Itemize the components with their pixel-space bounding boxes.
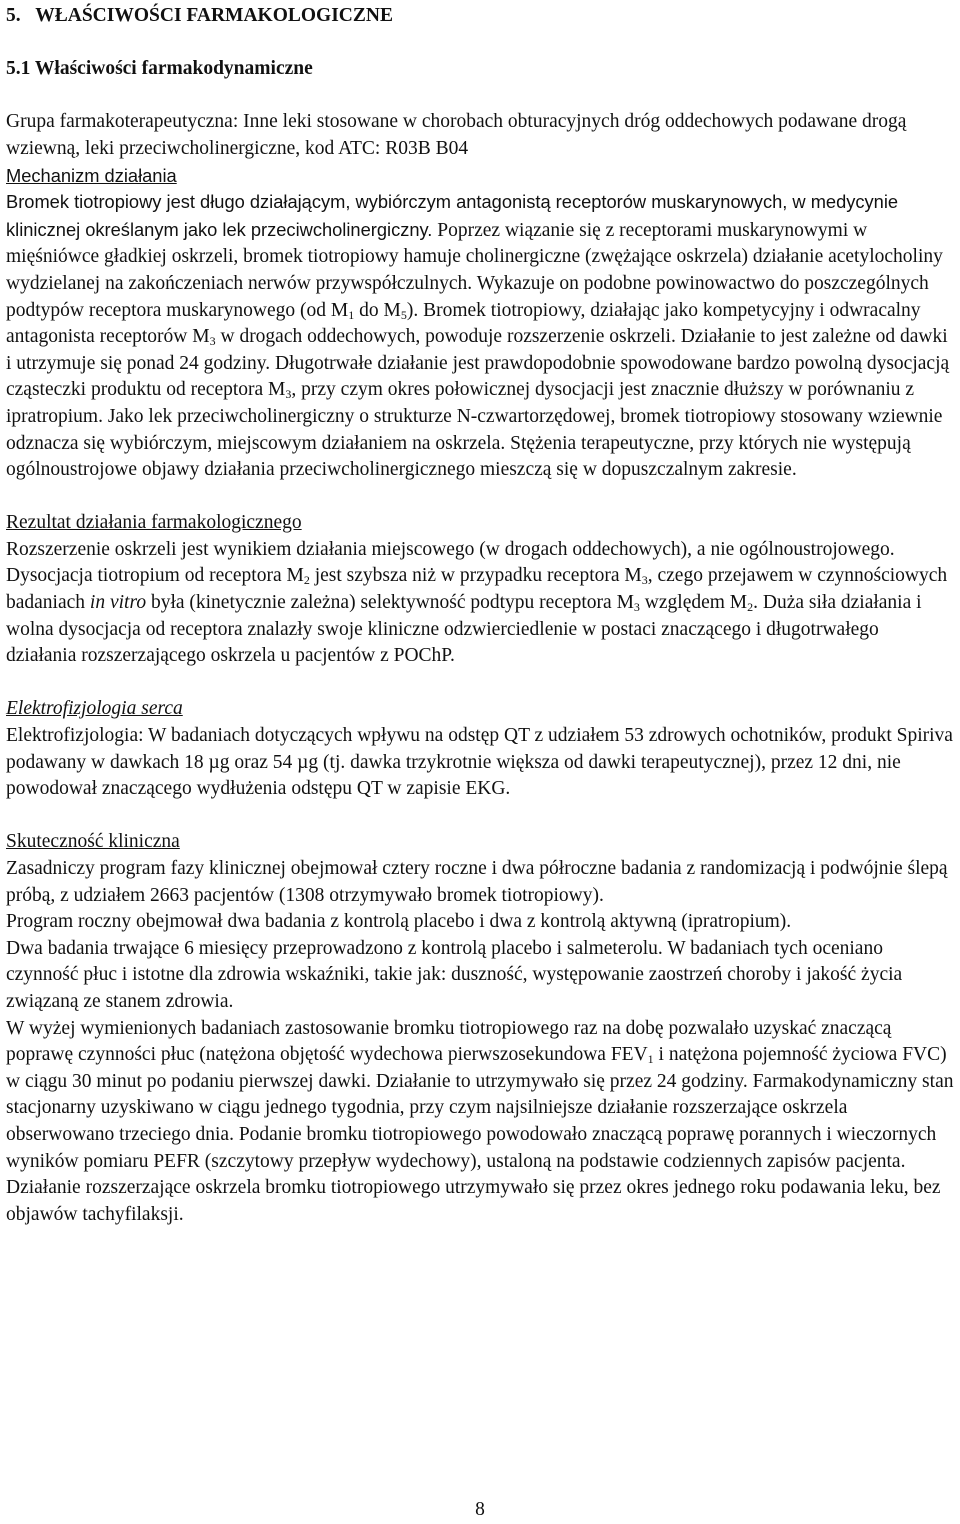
pharmacological-effect-heading: Rezultat działania farmakologicznego (6, 512, 302, 534)
clinical-efficacy-heading: Skuteczność kliniczna (6, 831, 180, 853)
section-number: 5. (6, 5, 21, 26)
pharmacotherapeutic-group: Grupa farmakoterapeutyczna: Inne leki stosowane w chorobach obturacyjnych dróg oddechowych podawane drogą wziewną, leki przeciwcholinergiczne, kod ATC: R03B B04 (6, 111, 907, 159)
clinical-efficacy-paragraph-1: Zasadniczy program fazy klinicznej obejmował cztery roczne i dwa półroczne badania z randomizacją i podwójnie ślepą próbą, z udziałem 2663 pacjentów (1308 otrzymywało bromek tiotropiowy). (6, 858, 948, 906)
page-number: 8 (475, 1499, 485, 1520)
clinical-efficacy-paragraph-2: Program roczny obejmował dwa badania z kontrolą placebo i dwa z kontrolą aktywną (ipratropium). (6, 911, 792, 933)
clinical-efficacy-paragraph-3: Dwa badania trwające 6 miesięcy przeprowadzono z kontrolą placebo i salmeterolu. W badaniach tych oceniano czynność płuc i istotne dla zdrowia wskaźniki, takie jak: duszność, występowanie zaostrzeń choroby i jakość życia związaną ze stanem zdrowia. (6, 937, 903, 1012)
clinical-efficacy-paragraph-4: W wyżej wymienionych badaniach zastosowanie bromku tiotropiowego raz na dobę pozwalało uzyskać znaczącą poprawę czynności płuc (natężona objętość wydechowa pierwszosekundowa $FEV_1$ i natężona pojemność życiowa FVC) w ciągu 30 minut po podaniu pierwszej dawki. Działanie to utrzymywało się przez 24 godziny. Farmakodynamiczny stan stacjonarny uzyskiwano w ciągu jednego tygodnia, przy czym najsilniejsze działanie rozszerzające oskrzela obserwowano trzeciego dnia. Podanie bromku tiotropiowego powodowało znaczącą poprawę porannych i wieczornych wyników pomiaru PEFR (szczytowy przepływ wydechowy), ustaloną na podstawie codziennych zapisów pacjenta. Działanie rozszerzające oskrzela bromku tiotropiowego utrzymywało się przez okres jednego roku podawania leku, bez objawów tachyfilaksji. (6, 1017, 954, 1225)
section-heading (6, 3, 954, 30)
subsection-title: Właściwości farmakodynamiczne (34, 58, 313, 80)
mechanism-heading: Mechanizm działania (6, 164, 177, 186)
pharmacological-effect-paragraph: Rozszerzenie oskrzeli jest wynikiem działania miejscowego (w drogach oddechowych), a nie ogólnoustrojowego. Dysocjacja tiotropium od receptora $M_2$ jest szybsza niż w przypadku receptora $M_3$, czego przejawem w czynnościowych badaniach in vitro była (kinetycznie zależna) selektywność podtypu receptora $M_3$ względem $M_2$. Duża siła działania i wolna dysocjacja od receptora znalazły swoje kliniczne odzwierciedlenie w postaci znaczącego i długotrwałego działania rozszerzającego oskrzela u pacjentów z POChP. (6, 538, 948, 667)
electrophysiology-paragraph: Elektrofizjologia: W badaniach dotyczących wpływu na odstęp QT z udziałem 53 zdrowych ochotników, produkt Spiriva podawany w dawkach 18 µg oraz 54 µg (tj. dawka trzykrotnie większa od dawki terapeutycznej), przez 12 dni, nie powodował znaczącego wydłużenia odstępu QT w zapisie EKG. (6, 725, 953, 800)
document-page (6, 3, 954, 1228)
section-title: WŁAŚCIWOŚCI FARMAKOLOGICZNE (35, 5, 393, 26)
electrophysiology-heading: Elektrofizjologia serca (6, 698, 183, 720)
mechanism-intro: Bromek tiotropiowy jest długo działającym, wybiórczym antagonistą receptorów muskarynowych, w medycynie klinicznej określanym jako lek przeciwcholinergiczny. (6, 191, 899, 240)
mechanism-paragraph: Bromek tiotropiowy jest długo działającym, wybiórczym antagonistą receptorów muskarynowych, w medycynie klinicznej określanym jako lek przeciwcholinergiczny. Poprzez wiązanie się z receptorami muskarynowymi w mięśniówce gładkiej oskrzeli, bromek tiotropiowy hamuje cholinergiczne (zwężające oskrzela) działanie acetylocholiny wydzielanej na zakończeniach nerwów przywspółczulnych. Wykazuje on podobne powinowactwo do poszczególnych podtypów receptora muskarynowego (od $M_1$ do $M_5$). Bromek tiotropiowy, działając jako kompetycyjny i odwracalny antagonista receptorów $M_3$ w drogach oddechowych, powoduje rozszerzenie oskrzeli. Działanie to jest zależne od dawki i utrzymuje się ponad 24 godziny. Długotrwałe działanie jest prawdopodobnie spowodowane bardzo powolną dysocjacją cząsteczki produktu od receptora $M_3$, przy czym okres połowicznej dysocjacji jest znacznie dłuższy w porównaniu z ipratropium. Jako lek przeciwcholinergiczny o strukturze N-czwartorzędowej, bromek tiotropiowy stosowany wziewnie odznacza się wybiórczym, miejscowym działaniem na oskrzela. Stężenia terapeutyczne, przy których nie występują ogólnoustrojowe objawy działania przeciwcholinergicznego mieszczą się w dopuszczalnym zakresie. (6, 191, 950, 481)
subsection-number: 5.1 (6, 58, 31, 80)
subsection-heading (6, 56, 954, 83)
